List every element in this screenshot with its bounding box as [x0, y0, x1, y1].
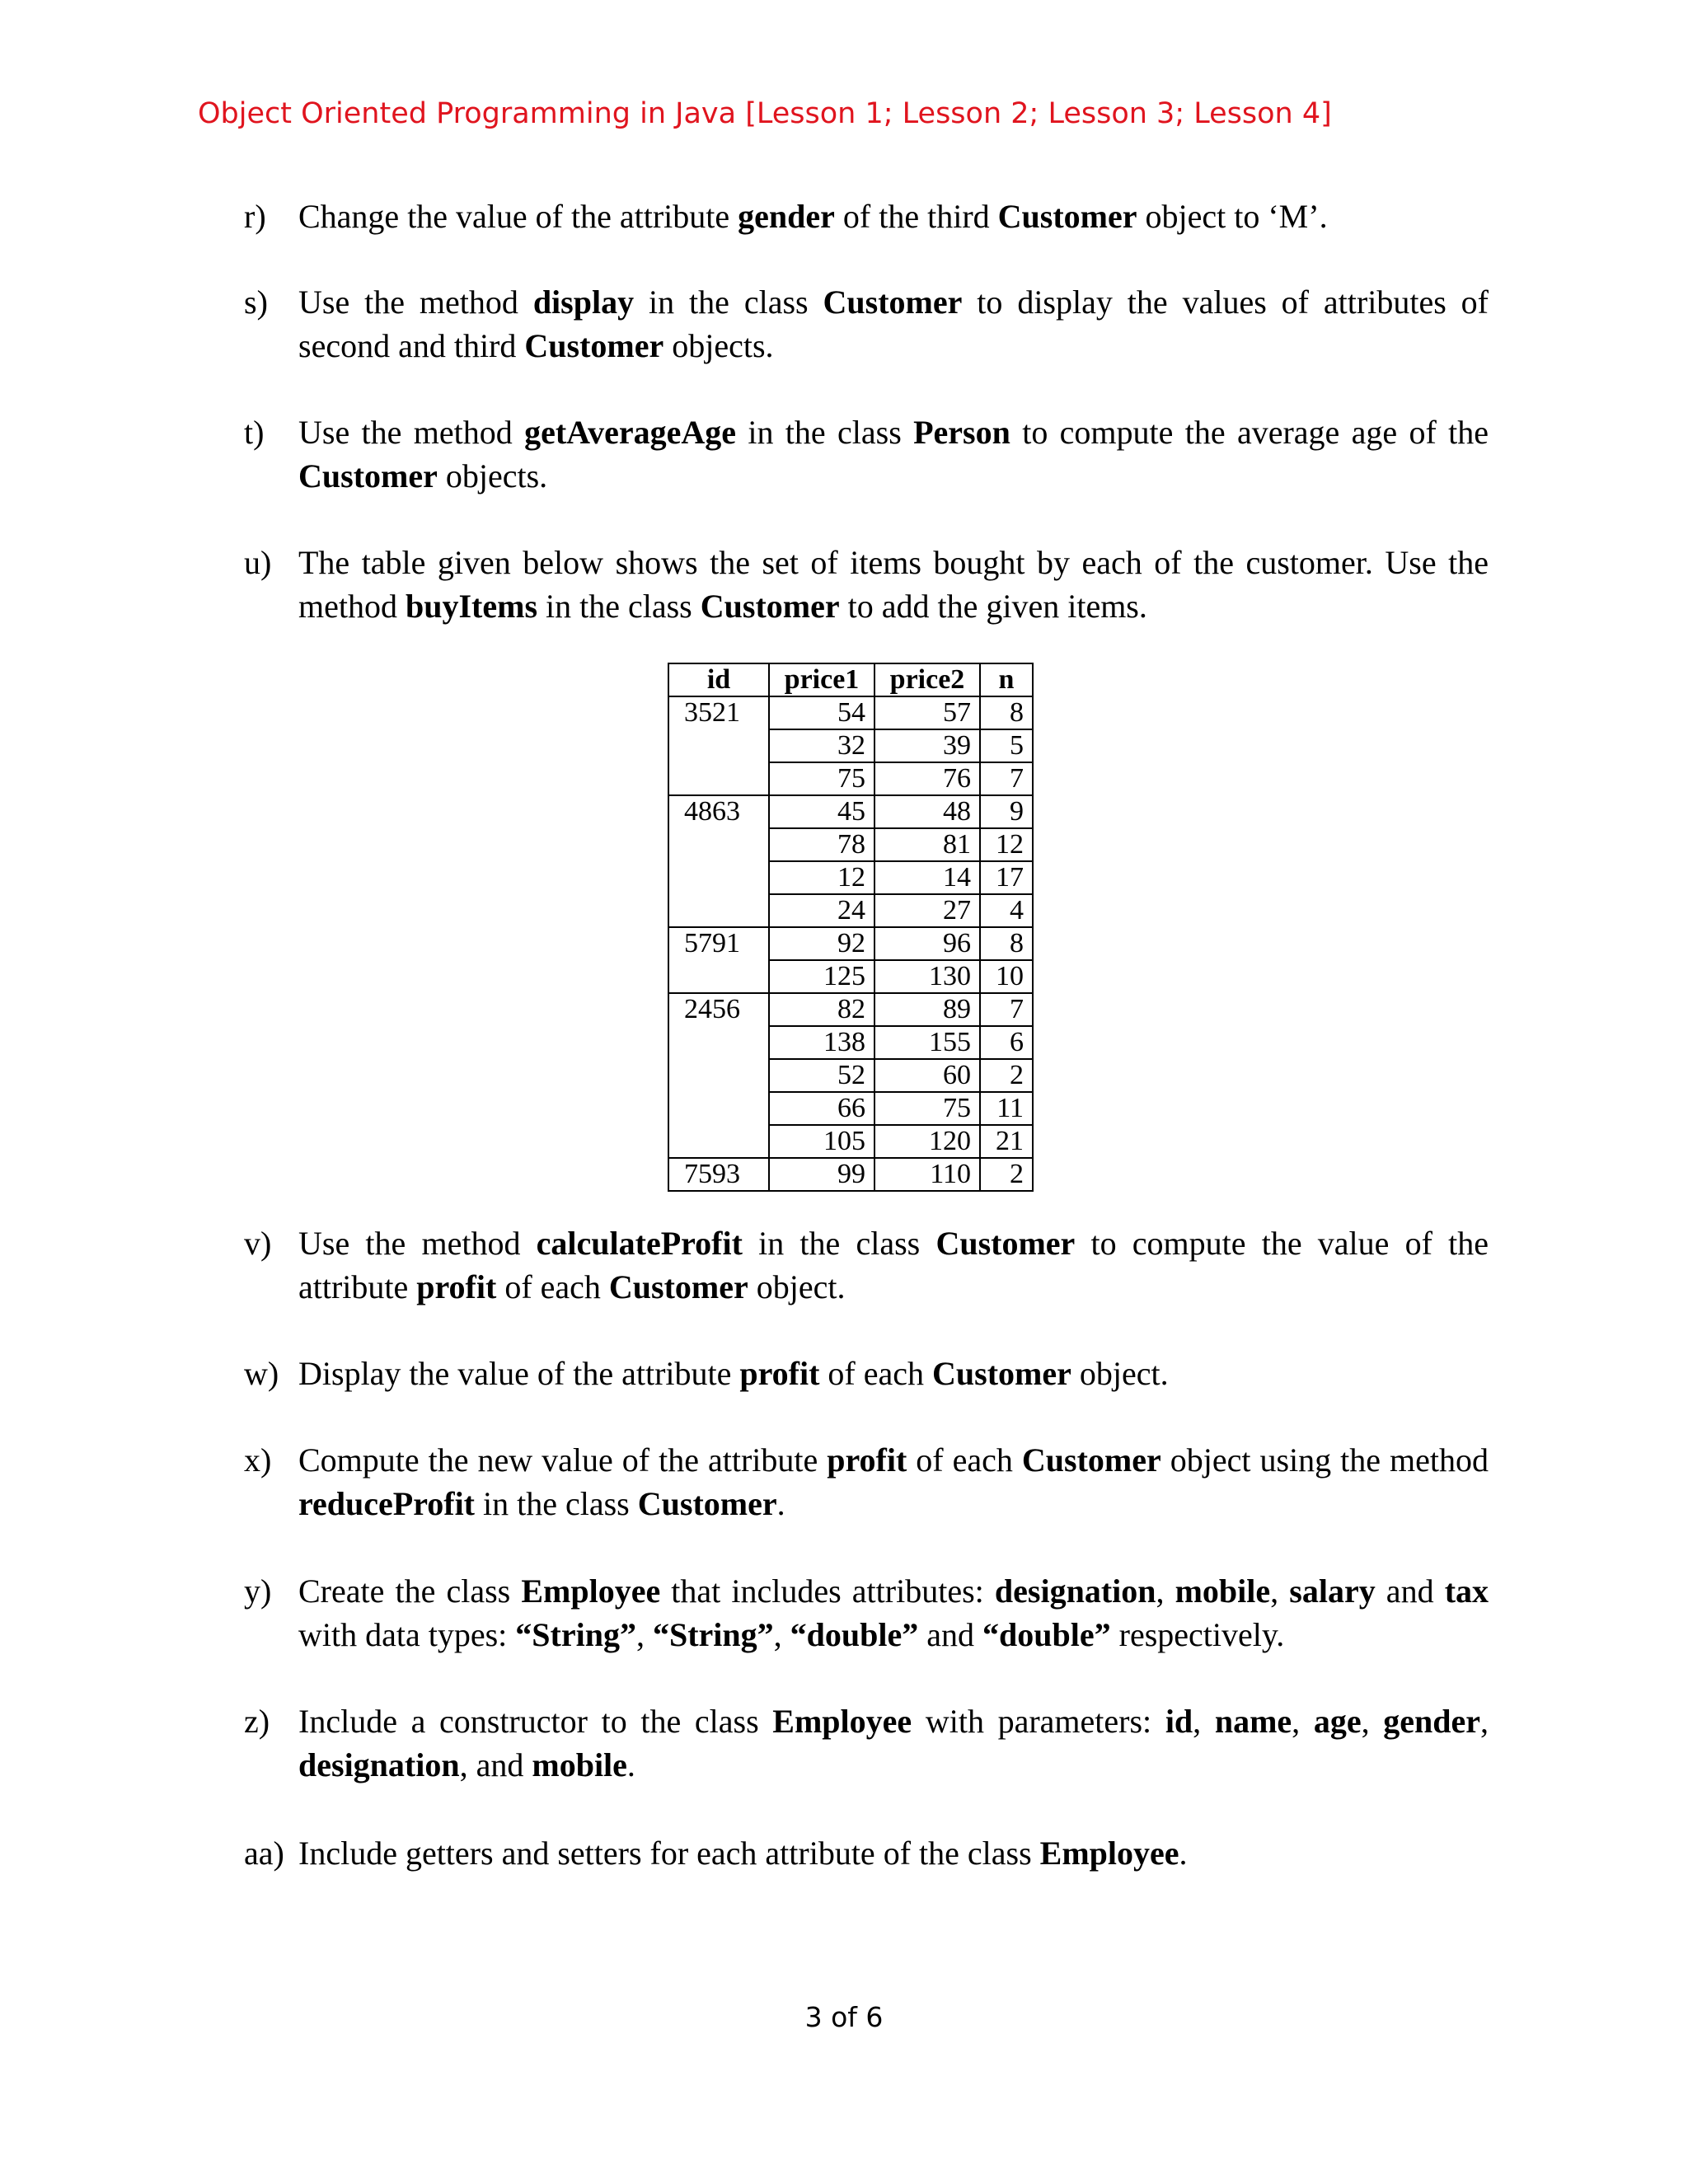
table-row [668, 993, 1033, 1026]
cell-price2: 110 [874, 1158, 980, 1191]
item-letter: u) [244, 544, 272, 581]
item-text: Change the value of the attribute gender of the third Customer object to ‘M’. [298, 198, 1328, 235]
table-row [668, 696, 1033, 729]
item-letter: y) [244, 1572, 272, 1610]
cell-price1: 105 [769, 1125, 874, 1158]
item-x [244, 1438, 1489, 1526]
cell-price1: 54 [769, 696, 874, 729]
cell-price1: 12 [769, 861, 874, 894]
cell-price2: 96 [874, 927, 980, 960]
cell-price2: 60 [874, 1059, 980, 1092]
cell-n: 21 [980, 1125, 1033, 1158]
item-letter: z) [244, 1703, 270, 1740]
table-row [668, 1158, 1033, 1191]
cell-price2: 89 [874, 993, 980, 1026]
cell-price2: 76 [874, 762, 980, 795]
item-text: The table given below shows the set of items bought by each of the customer. Use the method buyItems in the class Customer to add the given items. [298, 544, 1489, 625]
cell-price2: 48 [874, 795, 980, 828]
header-price2: price2 [874, 663, 980, 696]
table-row [668, 927, 1033, 960]
document-header: Object Oriented Programming in Java [Lesson 1; Lesson 2; Lesson 3; Lesson 4] [198, 97, 1332, 130]
cell-price2: 130 [874, 960, 980, 993]
cell-price1: 32 [769, 729, 874, 762]
cell-id: 7593 [668, 1158, 769, 1191]
cell-price2: 81 [874, 828, 980, 861]
cell-n: 17 [980, 861, 1033, 894]
item-r [244, 194, 1489, 238]
cell-price1: 99 [769, 1158, 874, 1191]
item-text: Create the class Employee that includes attributes: designation, mobile, salary and tax with data types: “String”, “String”, “double” and “double” respectively. [298, 1572, 1489, 1653]
item-letter: r) [244, 198, 266, 235]
item-letter: v) [244, 1225, 272, 1262]
cell-price2: 39 [874, 729, 980, 762]
cell-price1: 125 [769, 960, 874, 993]
cell-price1: 78 [769, 828, 874, 861]
item-letter: w) [244, 1355, 279, 1392]
header-id: id [668, 663, 769, 696]
item-aa [244, 1831, 1489, 1875]
item-s [244, 280, 1489, 368]
item-t [244, 410, 1489, 498]
item-letter: x) [244, 1441, 272, 1479]
cell-id: 5791 [668, 927, 769, 993]
header-price1: price1 [769, 663, 874, 696]
cell-n: 8 [980, 927, 1033, 960]
cell-n: 6 [980, 1026, 1033, 1059]
item-v [244, 1221, 1489, 1309]
item-text: Display the value of the attribute profit of each Customer object. [298, 1355, 1169, 1392]
cell-id: 4863 [668, 795, 769, 927]
cell-price1: 66 [769, 1092, 874, 1125]
header-n: n [980, 663, 1033, 696]
item-text: Use the method display in the class Customer to display the values of attributes of second and third Customer objects. [298, 284, 1489, 364]
cell-price2: 120 [874, 1125, 980, 1158]
item-y [244, 1569, 1489, 1657]
cell-id: 2456 [668, 993, 769, 1158]
table-row [668, 795, 1033, 828]
cell-price2: 27 [874, 894, 980, 927]
cell-n: 12 [980, 828, 1033, 861]
cell-price1: 45 [769, 795, 874, 828]
item-text: Use the method calculateProfit in the class Customer to compute the value of the attribute profit of each Customer object. [298, 1225, 1489, 1305]
cell-price2: 155 [874, 1026, 980, 1059]
cell-n: 9 [980, 795, 1033, 828]
cell-n: 5 [980, 729, 1033, 762]
item-w [244, 1352, 1489, 1395]
item-letter: t) [244, 414, 265, 451]
page-number: 3 of 6 [804, 2001, 884, 2033]
cell-n: 10 [980, 960, 1033, 993]
item-letter: s) [244, 284, 268, 321]
item-z [244, 1699, 1489, 1787]
cell-n: 2 [980, 1059, 1033, 1092]
cell-price1: 138 [769, 1026, 874, 1059]
cell-n: 7 [980, 993, 1033, 1026]
cell-n: 11 [980, 1092, 1033, 1125]
cell-price1: 24 [769, 894, 874, 927]
item-text: Include getters and setters for each attribute of the class Employee. [298, 1835, 1188, 1872]
cell-price1: 92 [769, 927, 874, 960]
cell-id: 3521 [668, 696, 769, 795]
cell-price2: 14 [874, 861, 980, 894]
cell-price1: 82 [769, 993, 874, 1026]
cell-price2: 57 [874, 696, 980, 729]
cell-n: 2 [980, 1158, 1033, 1191]
items-table [668, 663, 1034, 1192]
cell-n: 7 [980, 762, 1033, 795]
item-text: Compute the new value of the attribute profit of each Customer object using the method reduceProfit in the class Customer. [298, 1441, 1489, 1522]
cell-price2: 75 [874, 1092, 980, 1125]
table-header-row [668, 663, 1033, 696]
cell-price1: 52 [769, 1059, 874, 1092]
item-letter: aa) [244, 1835, 284, 1872]
cell-price1: 75 [769, 762, 874, 795]
item-text: Include a constructor to the class Employee with parameters: id, name, age, gender, designation, and mobile. [298, 1703, 1489, 1783]
item-u [244, 541, 1489, 628]
cell-n: 8 [980, 696, 1033, 729]
cell-n: 4 [980, 894, 1033, 927]
item-text: Use the method getAverageAge in the class Person to compute the average age of the Customer objects. [298, 414, 1489, 494]
